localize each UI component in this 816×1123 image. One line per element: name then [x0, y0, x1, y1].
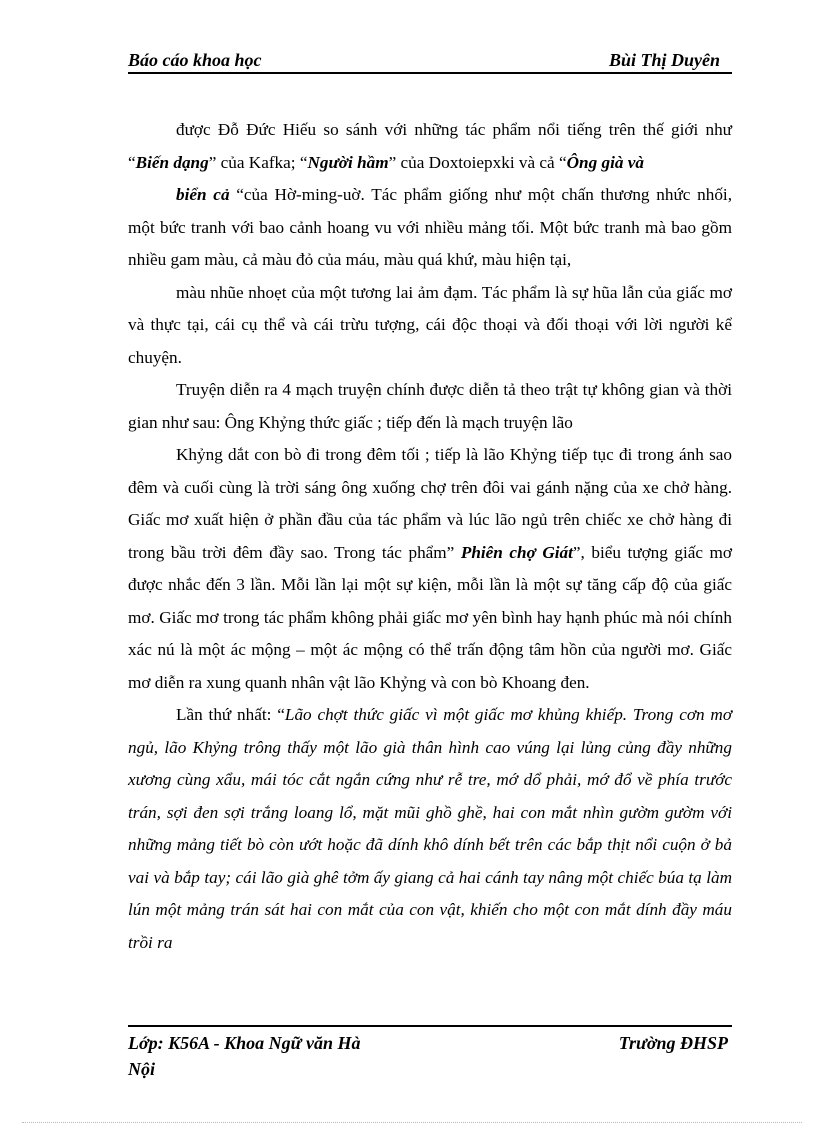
- footer-rule: [128, 1025, 732, 1027]
- text-run: Lần thứ nhất: “: [176, 705, 285, 724]
- header-author: Bùi Thị Duyên: [608, 50, 720, 70]
- work-title-nguoi-ham: Người hầm: [307, 152, 389, 172]
- header-rule: [128, 72, 732, 74]
- text-run: ” của Kafka; “: [208, 152, 308, 172]
- text-run: ”, biểu tượng giấc mơ được nhắc đến 3 lần. Mỗi lần lại một sự kiện, mỗi lần là một sự tăng cấp độ của giấc mơ. Giấc mơ trong tác phẩm không phải giấc mơ yên bình hay hạnh phúc mà nói chính xác nú là một ác mộng – một ác mộng có thể trấn động tâm hồn của người mơ. Giấc mơ diễn ra xung quanh nhân vật lão Khỷng và con bò Khoang đen.: [128, 542, 732, 692]
- work-title-bien-dang: Biến dạng: [135, 152, 209, 172]
- text-run: ” của Doxtoiepxki và cả “: [388, 152, 567, 172]
- work-title-ong-gia: Ông già và: [566, 152, 644, 172]
- text-run: được Đỗ Đức Hiếu so sánh với những tác phẩm nổi tiếng trên thế giới như “: [128, 120, 732, 172]
- footer-school: Trường ĐHSP: [618, 1033, 728, 1053]
- paragraph-6: [128, 699, 732, 959]
- work-title-phien-cho-giat: Phiên chợ Giát: [460, 542, 573, 562]
- footer-class: Lớp: K56A - Khoa Ngữ văn Hà Nội: [128, 1033, 361, 1079]
- paragraph-3: màu nhũe nhoẹt của một tương lai ảm đạm. Tác phẩm là sự hũa lẫn của giấc mơ và thực tại, cái cụ thể và cái trừu tượng, cái độc thoại và đối thoại với lời người kể chuyện.: [128, 282, 732, 367]
- paragraph-5: [128, 439, 732, 699]
- paragraph-1: [128, 114, 732, 179]
- page-header: [128, 50, 720, 72]
- paragraph-4: Truyện diễn ra 4 mạch truyện chính được diễn tả theo trật tự không gian và thời gian như sau: Ông Khỷng thức giấc ; tiếp đến là mạch truyện lão: [128, 380, 732, 432]
- quoted-passage: Lão chợt thức giấc vì một giấc mơ khủng khiếp. Trong cơn mơ ngủ, lão Khỷng trông thấy một lão già thân hình cao vúng lại lủng củng đầy những xương cùng xẩu, mái tóc cắt ngắn cứng như rễ tre, mớ dổ phải, mớ đổ về phía trước trán, sợi đen sợi trắng loang lổ, mặt mũi ghồ ghề, hai con mắt nhìn gườm gườm với những mảng tiết bò còn ướt hoặc đã dính khô dính bết trên các bắp thịt nổi cuộn ở bả vai và bắp tay; cái lão già ghê tởm ấy giang cả hai cánh tay nâng một chiếc búa tạ làm lún một mảng trán sát hai con mắt của con vật, khiến cho một con mắt dính đầy máu trồi ra: [128, 705, 732, 952]
- text-run: “của Hờ-ming-uờ. Tác phẩm giống như một chấn thương nhức nhối, một bức tranh với bao cảnh hoang vu với nhiều mảng tối. Một bức tranh mà bao gồm nhiều gam màu, cả màu đỏ của máu, màu quá khứ, màu hiện tại,: [128, 185, 733, 269]
- header-title: Báo cáo khoa học: [128, 50, 262, 70]
- document-body: [128, 114, 732, 959]
- paragraph-2: [128, 179, 732, 277]
- work-title-bien-ca: biển cả: [176, 185, 230, 204]
- text-run: Khỷng dắt con bò đi trong đêm tối ; tiếp là lão Khỷng tiếp tục đi trong ánh sao đêm và cuối cùng là trời sáng ông xuống chợ trên đôi vai gánh nặng của xe chở hàng. Giấc mơ xuất hiện ở phần đầu của tác phẩm và lúc lão ngủ trên chiếc xe chở hàng đi trong bầu trời đêm đầy sao. Trong tác phẩm”: [128, 445, 732, 562]
